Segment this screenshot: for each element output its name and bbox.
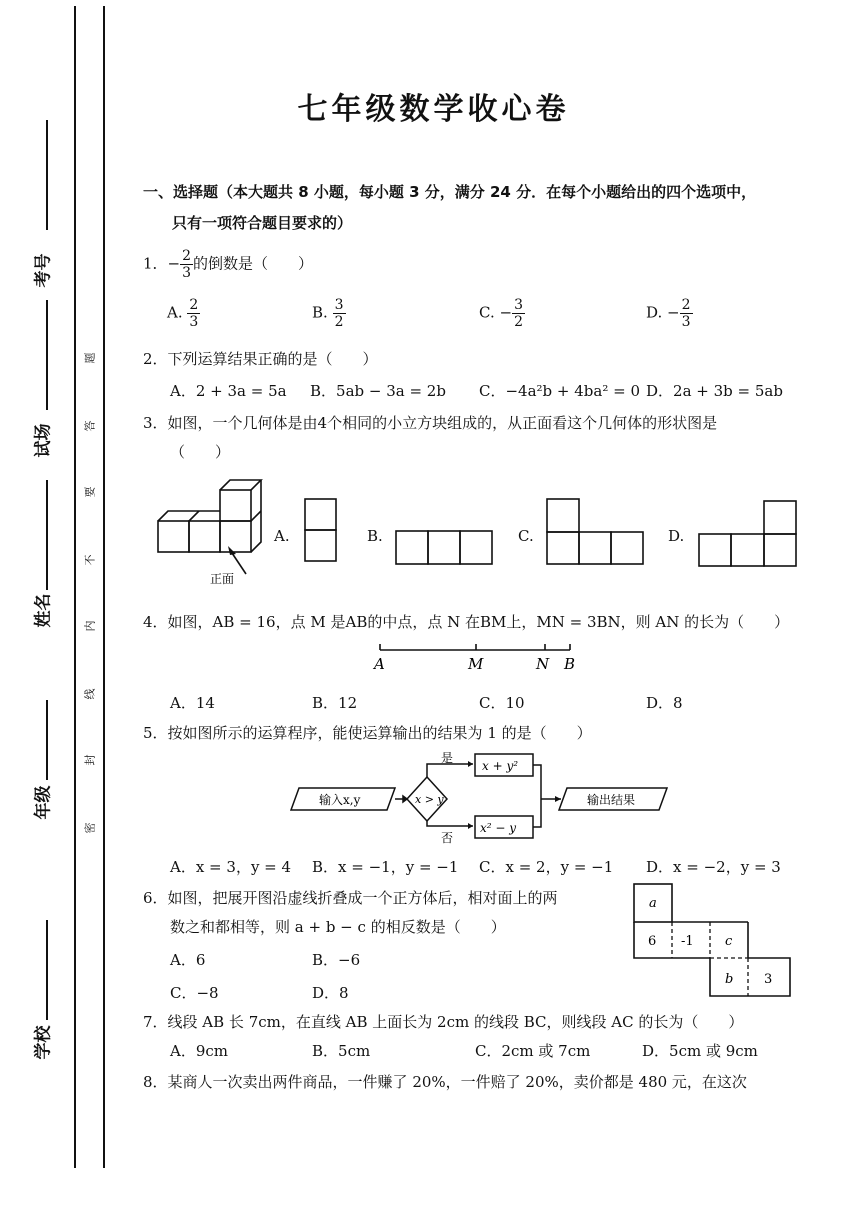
seal-char: 题 [83, 352, 97, 364]
venue-field-line [46, 300, 48, 410]
q3-option-c-shape [546, 498, 646, 566]
q6-option-d: D．8 [312, 984, 349, 1002]
school-label: 学校 [33, 1025, 54, 1060]
q3-option-d-label: D. [668, 527, 685, 545]
seal-char: 封 [83, 754, 97, 766]
q6-stem: 6．如图，把展开图沿虚线折叠成一个正方体后，相对面上的两 [143, 889, 558, 907]
q2-option-d: D．2a + 3b = 5ab [646, 382, 783, 400]
q2-option-a: A．2 + 3a = 5a [170, 382, 287, 400]
q6-option-b: B．−6 [312, 951, 361, 969]
binding-line-outer [74, 6, 76, 1168]
q1-option-d: D. − $\frac{2}{3}$ [646, 297, 691, 330]
q3-solid-figure [150, 476, 280, 592]
net-cell: c [725, 934, 733, 949]
q8-stem: 8．某商人一次卖出两件商品，一件赚了 20%，一件赔了 20%，卖价都是 480 元，在这次 [143, 1073, 747, 1091]
q3-option-b-label: B. [367, 527, 383, 545]
q3-stem: 3．如图，一个几何体是由4个相同的小立方块组成的，从正面看这个几何体的形状图是 [143, 414, 718, 432]
q4-option-b: B．12 [312, 694, 358, 712]
svg-text:是: 是 [441, 751, 454, 765]
svg-text:x + y²: x + y² [482, 759, 519, 773]
q2-option-c: C．−4a²b + 4ba² = 0 [479, 382, 641, 400]
q7-option-a: A．9cm [170, 1042, 229, 1060]
q2-option-b: B．5ab − 3a = 2b [310, 382, 446, 400]
seal-char: 不 [83, 554, 97, 566]
q1-number: 1． [143, 254, 168, 273]
q1-stem [143, 248, 313, 281]
q1-text: 的倒数是（ ） [193, 254, 314, 273]
section-heading: 一、选择题（本大题共 8 小题，每小题 3 分，满分 24 分．在每个小题给出的四个选项中， [143, 183, 757, 201]
grade-label: 年级 [33, 785, 54, 820]
seal-char: 答 [83, 420, 97, 432]
q5-option-c: C．x = 2，y = −1 [479, 858, 614, 876]
q1-option-a: A. $\frac{2}{3}$ [167, 297, 199, 330]
q1-option-b: B. $\frac{3}{2}$ [312, 297, 344, 330]
q6-option-c: C．−8 [170, 984, 219, 1002]
q4-stem: 4．如图，AB = 16，点 M 是AB的中点，点 N 在BM上，MN = 3BN，则 AN 的长为（ ） [143, 613, 790, 631]
point-m: M [468, 655, 484, 673]
svg-text:x² − y: x² − y [480, 821, 517, 835]
net-cell: -1 [681, 934, 694, 949]
q3-option-a-shape [304, 498, 340, 564]
point-n: N [536, 655, 550, 673]
q5-option-d: D．x = −2，y = 3 [646, 858, 781, 876]
grade-field-line [46, 700, 48, 780]
q3-option-a-label: A. [274, 527, 290, 545]
q1-fraction: $\frac{2}{3}$ [182, 248, 192, 281]
exam-number-label: 考号 [33, 253, 54, 288]
svg-text:输入x,y: 输入x,y [319, 793, 361, 807]
point-a: A [374, 655, 385, 673]
q2-stem: 2．下列运算结果正确的是（ ） [143, 350, 378, 368]
page-title: 七年级数学收心卷 [297, 92, 570, 127]
q7-option-b: B．5cm [312, 1042, 371, 1060]
exam-number-field-line [46, 120, 48, 230]
binding-line-inner [103, 6, 105, 1168]
section-heading-line2: 只有一项符合题目要求的） [172, 214, 353, 232]
seal-char: 密 [83, 822, 97, 834]
q4-segment-figure [370, 640, 580, 674]
q4-option-d: D．8 [646, 694, 683, 712]
seal-char: 内 [83, 620, 97, 632]
q1-sign: − [167, 254, 181, 273]
net-cell: 6 [648, 934, 657, 949]
q3-option-b-shape [395, 530, 495, 566]
q6-stem-line2: 数之和都相等，则 a + b − c 的相反数是（ ） [170, 918, 506, 936]
point-b: B [564, 655, 576, 673]
q1-option-c: C. − $\frac{3}{2}$ [479, 297, 523, 330]
school-field-line [46, 920, 48, 1020]
seal-char: 线 [83, 688, 97, 700]
q3-option-c-label: C. [518, 527, 534, 545]
q4-option-a: A．14 [170, 694, 215, 712]
q5-stem: 5．按如图所示的运算程序，能使运算输出的结果为 1 的是（ ） [143, 724, 592, 742]
q5-option-a: A．x = 3，y = 4 [170, 858, 292, 876]
net-cell: b [725, 972, 734, 987]
q4-option-c: C．10 [479, 694, 525, 712]
net-cell: a [649, 896, 657, 911]
q7-stem: 7．线段 AB 长 7cm，在直线 AB 上面长为 2cm 的线段 BC，则线段 AC 的长为（ ） [143, 1013, 744, 1031]
q7-option-c: C．2cm 或 7cm [475, 1042, 591, 1060]
q5-flowchart [285, 750, 685, 844]
name-label: 姓名 [33, 593, 54, 628]
net-cell: 3 [764, 972, 773, 987]
svg-text:输出结果: 输出结果 [587, 793, 636, 807]
q6-option-a: A．6 [170, 951, 206, 969]
q3-option-d-shape [698, 500, 800, 568]
seal-char: 要 [83, 486, 97, 498]
q3-stem-line2: （ ） [170, 443, 231, 461]
svg-text:否: 否 [441, 831, 454, 844]
q6-cube-net [630, 882, 800, 1002]
q3-front-label: 正面 [210, 572, 235, 586]
svg-text:x > y: x > y [415, 793, 444, 806]
q5-option-b: B．x = −1，y = −1 [312, 858, 459, 876]
venue-label: 试场 [33, 423, 54, 458]
q7-option-d: D．5cm 或 9cm [642, 1042, 758, 1060]
name-field-line [46, 480, 48, 590]
